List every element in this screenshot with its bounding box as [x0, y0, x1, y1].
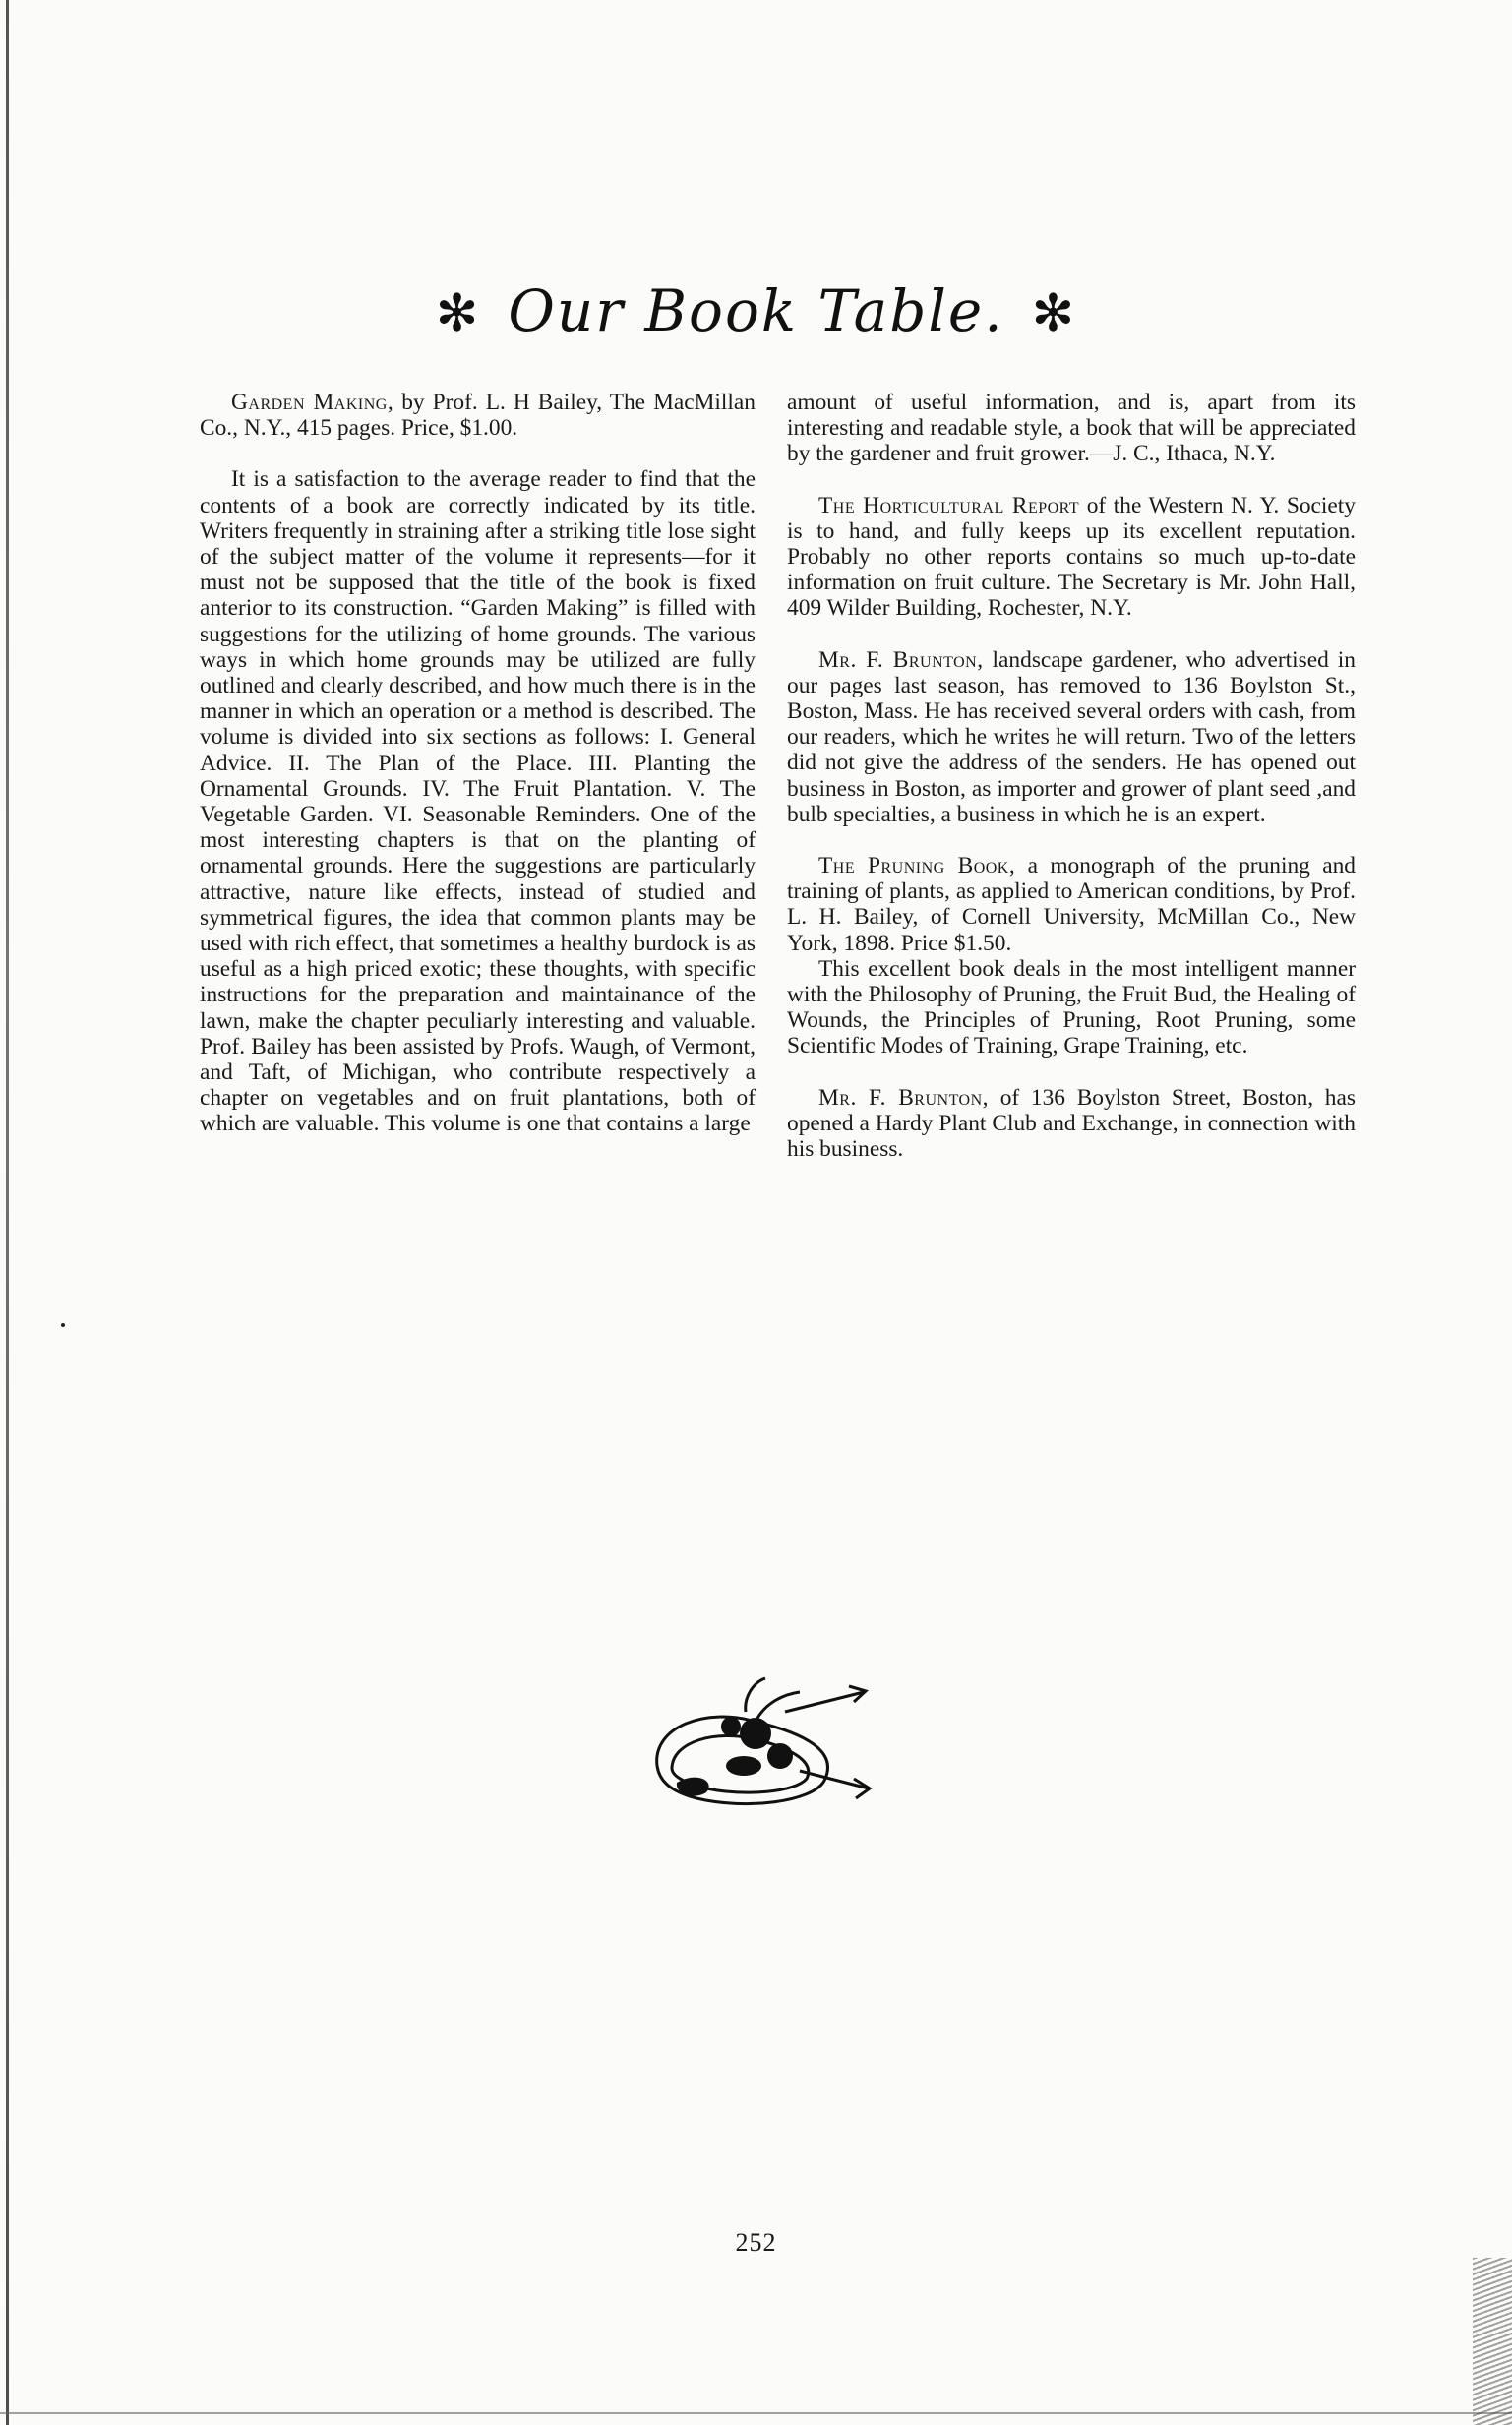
review-pruning-body: This excellent book deals in the most intelligent manner with the Philosophy of Pruning, the Fruit Bud, the Healing of Wounds, the Principles of Pruning, Root Pruning, some Scientific Modes of Training, Grape Training, etc.: [787, 955, 1356, 1060]
book-title: Garden Making,: [231, 390, 394, 415]
heading-title: Our Book Table.: [508, 277, 1004, 344]
scan-bottom-edge: [0, 2412, 1512, 2414]
page-heading: [0, 277, 1512, 344]
page-number: 252: [735, 2228, 777, 2257]
book-title: The Pruning Book,: [818, 853, 1016, 879]
review-continuation: amount of useful information, and is, apart from its interesting and readable style, a book that will be appreciated by the gardener and fruit grower.—J. C., Ithaca, N.Y.: [787, 390, 1356, 467]
person-name: Mr. F. Brunton,: [818, 1084, 990, 1111]
scan-corner: [1473, 2258, 1512, 2425]
notice-brunton: [787, 647, 1356, 827]
notice-horticultural-report: [787, 493, 1356, 622]
asterisk-ornament-icon: ✻: [1031, 284, 1077, 343]
right-column: [787, 390, 1356, 1162]
person-name: Mr. F. Brunton,: [818, 646, 984, 673]
paragraph-text: of the Western N. Y. Society is to hand, and fully keeps up its excellent reputation. Probably no other reports contains so much up-to-date information on fruit culture. The Secretary is Mr. John Hall, 409 Wilder Building, Rochester, N.Y.: [787, 492, 1356, 622]
asterisk-ornament-icon: ✻: [435, 284, 481, 343]
review-garden-making: [200, 390, 756, 441]
paragraph-text: a monograph of the pruning and training of plants, as applied to American conditions, by Prof. L. H. Bailey, of Cornell University, McMillan Co., New York, 1898. Price $1.50.: [787, 853, 1356, 956]
paragraph-text: landscape gardener, who advertised in our pages last season, has removed to 136 Boylston St., Boston, Mass. He has received several orders with cash, from our readers, which he writes he will return. Two of the letters did not give the address of the senders. He has opened out business in Boston, as importer and grower of plant seed ,and bulb specialties, a business in which he is an expert.: [787, 646, 1356, 827]
left-column: [200, 390, 756, 1137]
review-body: It is a satisfaction to the average reader to find that the contents of a book are correctly indicated by its title. Writers frequently in straining after a striking title lose sight of the subject matter of the volume it represents—for it must not be supposed that the title of the book is fixed anterior to its construction. “Garden Making” is filled with suggestions for the utilizing of home grounds. The various ways in which home grounds may be utilized are fully outlined and clearly described, and how much there is in the manner in which an operation or a method is described. The volume is divided into six sections as follows: I. General Advice. II. The Plan of the Place. III. Planting the Ornamental Grounds. IV. The Fruit Plantation. V. The Vegetable Garden. VI. Seasonable Reminders. One of the most interesting chapters is that on the planting of ornamental grounds. Here the suggestions are particularly attractive, nature like effects, instead of studied and symmetrical figures, the idea that common plants may be used with rich effect, that sometimes a healthy burdock is as useful as a high priced exotic; these thoughts, with specific instructions for the preparation and maintainance of the lawn, make the chapter peculiarly interesting and valuable. Prof. Bailey has been assisted by Profs. Waugh, of Vermont, and Taft, of Michigan, who contribute respectively a chapter on vegetables and on fruit plantations, both of which are valuable. This volume is one that contains a large: [200, 466, 756, 1137]
notice-brunton-club: [787, 1085, 1356, 1163]
review-pruning-book: [787, 853, 1356, 956]
paragraph-text: of 136 Boylston Street, Boston, has opened a Hardy Plant Club and Exchange, in connection with his business.: [787, 1084, 1356, 1163]
floral-ornament-icon: [637, 1672, 874, 1820]
scan-edge: [6, 0, 9, 2425]
speck: [61, 1323, 65, 1327]
report-title: The Horticultural Report: [818, 492, 1080, 518]
paragraph-text: by Prof. L. H Bailey, The MacMillan Co., N.Y., 415 pages. Price, $1.00.: [200, 390, 756, 442]
